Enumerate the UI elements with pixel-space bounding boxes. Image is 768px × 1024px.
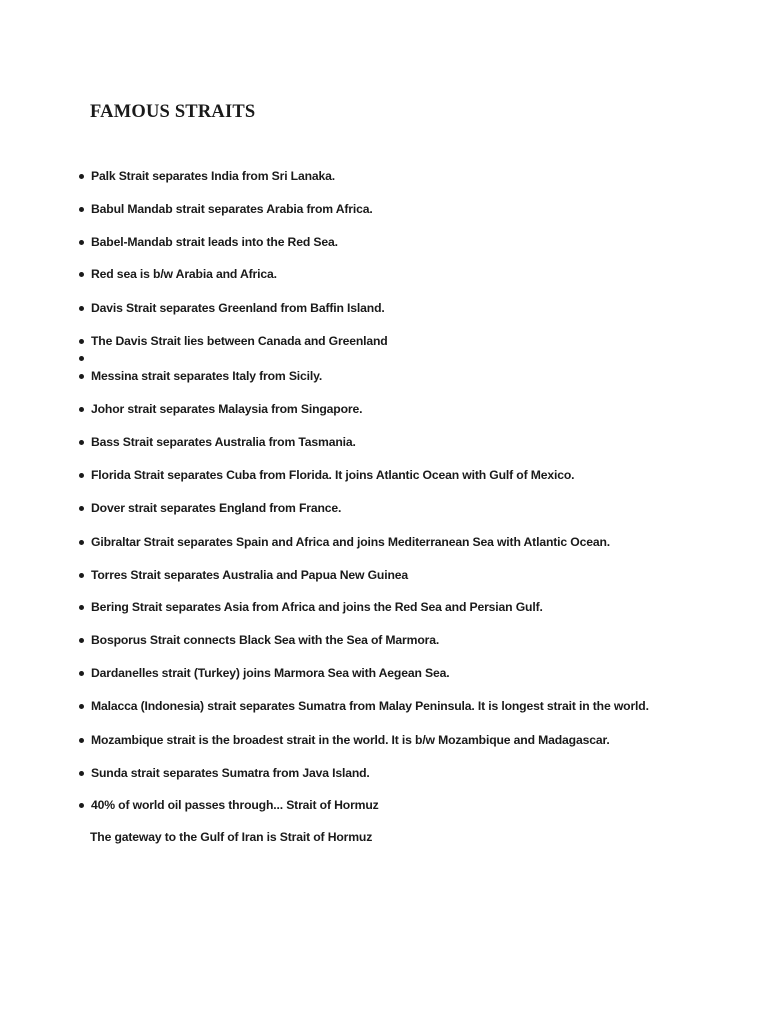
list-item-text: Torres Strait separates Australia and Papua New Guinea xyxy=(91,568,409,582)
list-item-text: Johor strait separates Malaysia from Singapore. xyxy=(91,402,363,416)
list-item-text: Bering Strait separates Asia from Africa and joins the Red Sea and Persian Gulf. xyxy=(91,600,543,614)
bullet-icon xyxy=(79,407,84,412)
bullet-icon xyxy=(79,174,84,179)
bullet-icon xyxy=(79,540,84,545)
list-item-text: Dardanelles strait (Turkey) joins Marmora Sea with Aegean Sea. xyxy=(91,666,450,680)
bullet-icon xyxy=(79,272,84,277)
list-item-text: Red sea is b/w Arabia and Africa. xyxy=(91,267,277,281)
list-item-text: Mozambique strait is the broadest strait in the world. It is b/w Mozambique and Madagascar. xyxy=(91,733,610,747)
list-item-text: Florida Strait separates Cuba from Florida. It joins Atlantic Ocean with Gulf of Mexico. xyxy=(91,468,575,482)
list-item-text: 40% of world oil passes through... Strait of Hormuz xyxy=(91,798,379,812)
list-item-text: Malacca (Indonesia) strait separates Sumatra from Malay Peninsula. It is longest strait in the world. xyxy=(91,699,649,713)
bullet-icon xyxy=(79,240,84,245)
bullet-icon xyxy=(79,207,84,212)
bullet-icon xyxy=(79,440,84,445)
bullet-icon xyxy=(79,605,84,610)
bullet-icon xyxy=(79,704,84,709)
bullet-icon xyxy=(79,374,84,379)
bullet-icon xyxy=(79,671,84,676)
list-item-text: Bosporus Strait connects Black Sea with the Sea of Marmora. xyxy=(91,633,440,647)
bullet-icon xyxy=(79,506,84,511)
bullet-icon xyxy=(79,339,84,344)
bullet-icon xyxy=(79,771,84,776)
bullet-icon xyxy=(79,306,84,311)
bullet-icon xyxy=(79,473,84,478)
list-item-text: The Davis Strait lies between Canada and Greenland xyxy=(91,334,388,348)
list-item-text: Dover strait separates England from France. xyxy=(91,501,342,515)
list-item-text: Sunda strait separates Sumatra from Java Island. xyxy=(91,766,370,780)
list-item-text: Babel-Mandab strait leads into the Red Sea. xyxy=(91,235,338,249)
bullet-icon xyxy=(79,356,84,361)
bullet-icon xyxy=(79,638,84,643)
page-title: FAMOUS STRAITS xyxy=(90,102,256,122)
bullet-icon xyxy=(79,738,84,743)
closing-line: The gateway to the Gulf of Iran is Strait of Hormuz xyxy=(90,830,373,844)
bullet-icon xyxy=(79,573,84,578)
list-item-text: Davis Strait separates Greenland from Baffin Island. xyxy=(91,301,385,315)
bullet-icon xyxy=(79,803,84,808)
list-item-text: Messina strait separates Italy from Sicily. xyxy=(91,369,323,383)
list-item-text: Babul Mandab strait separates Arabia from Africa. xyxy=(91,202,373,216)
list-item-text: Bass Strait separates Australia from Tasmania. xyxy=(91,435,356,449)
list-item-text: Gibraltar Strait separates Spain and Africa and joins Mediterranean Sea with Atlantic Ocean. xyxy=(91,535,610,549)
list-item-text: Palk Strait separates India from Sri Lanaka. xyxy=(91,169,336,183)
